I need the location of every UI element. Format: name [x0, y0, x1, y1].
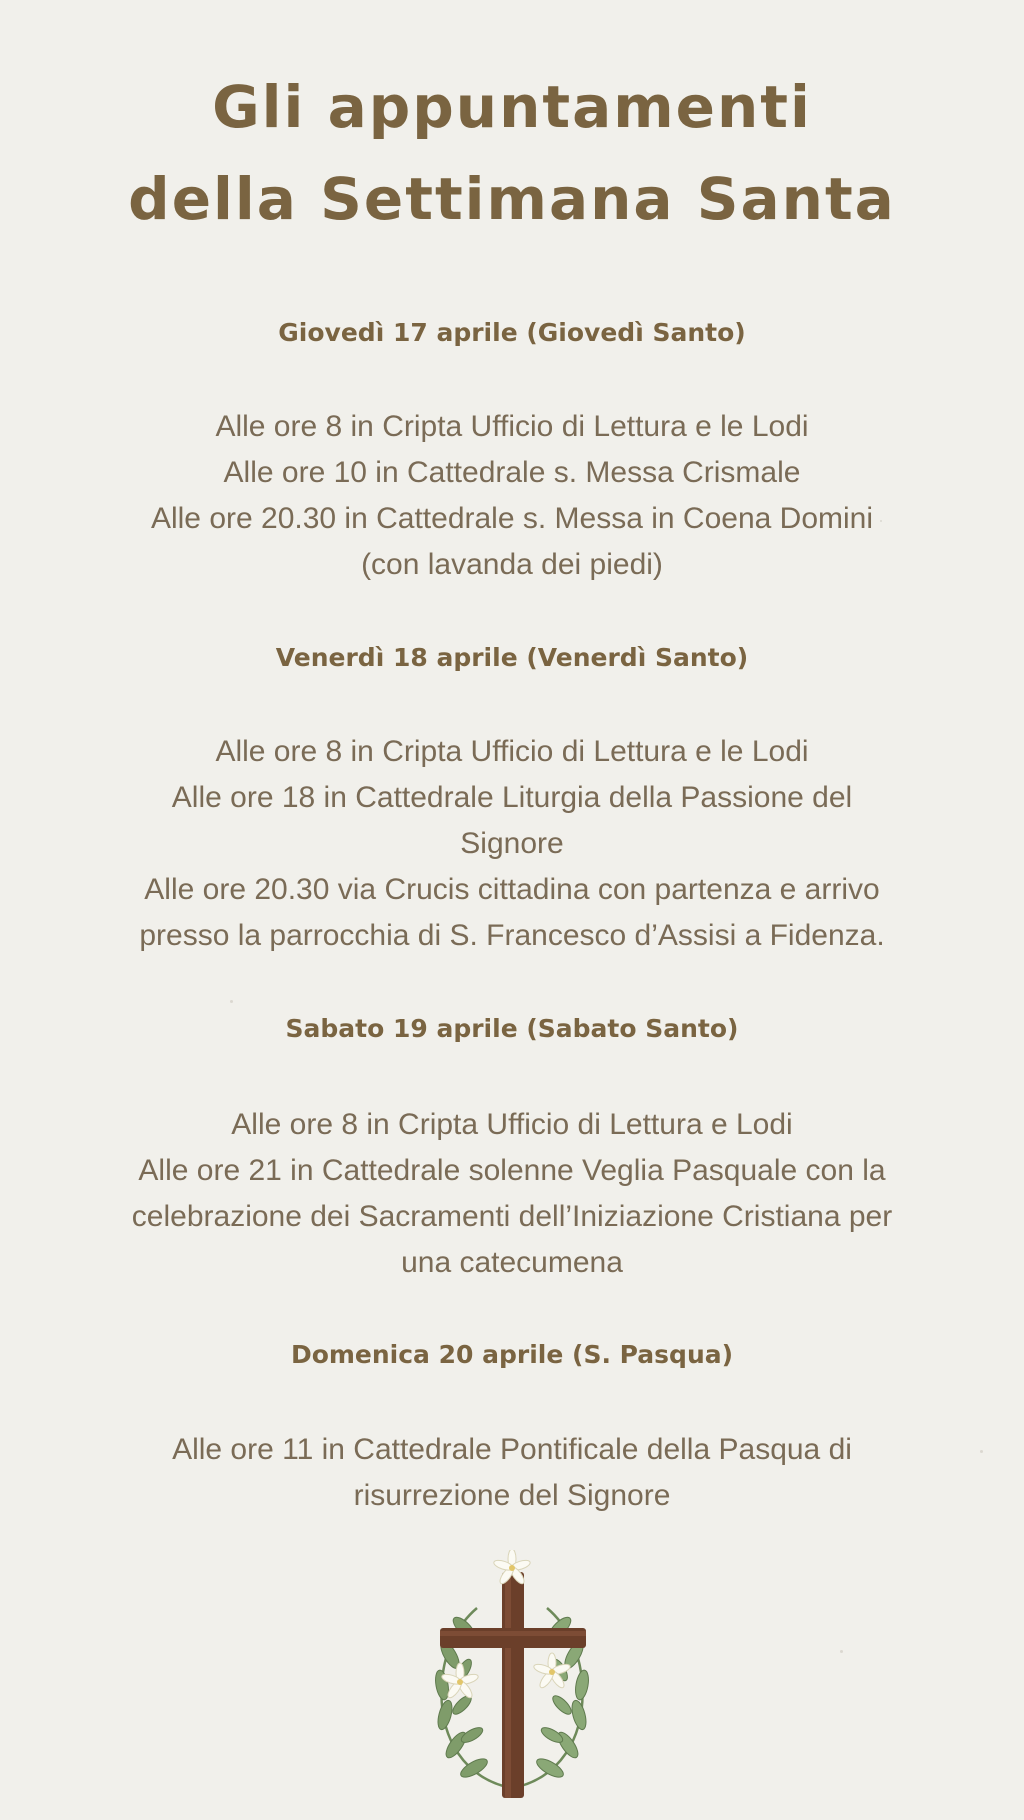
page-title-line-1: Gli appuntamenti	[212, 73, 812, 141]
schedule-line: presso la parrocchia di S. Francesco d’Assisi a Fidenza.	[139, 919, 885, 952]
paper-texture-speck	[980, 1450, 983, 1453]
paper-texture-speck	[230, 1000, 233, 1003]
schedule-line: Alle ore 20.30 in Cattedrale s. Messa in Coena Domini	[150, 502, 874, 535]
page-title	[0, 73, 1024, 233]
schedule-line: (con lavanda dei piedi)	[361, 548, 663, 581]
schedule-line: Alle ore 18 in Cattedrale Liturgia della Passione del	[171, 781, 853, 814]
section-heading-sabato: Sabato 19 aprile (Sabato Santo)	[285, 1014, 739, 1043]
schedule-line: celebrazione dei Sacramenti dell’Iniziazione Cristiana per	[131, 1200, 893, 1233]
section-heading-venerdi: Venerdì 18 aprile (Venerdì Santo)	[275, 643, 749, 672]
schedule-line: Alle ore 11 in Cattedrale Pontificale della Pasqua di	[172, 1433, 852, 1466]
schedule-line: risurrezione del Signore	[353, 1479, 671, 1512]
page-title-line-2: della Settimana Santa	[128, 165, 896, 233]
schedule-line: Alle ore 20.30 via Crucis cittadina con partenza e arrivo	[144, 873, 880, 906]
section-heading-giovedi: Giovedì 17 aprile (Giovedì Santo)	[278, 318, 746, 347]
schedule-line: Alle ore 21 in Cattedrale solenne Veglia Pasquale con la	[138, 1154, 886, 1187]
section-heading-domenica: Domenica 20 aprile (S. Pasqua)	[290, 1340, 734, 1369]
paper-texture-speck	[840, 1650, 843, 1653]
schedule-line: una catecumena	[401, 1246, 623, 1279]
schedule-line: Signore	[460, 827, 564, 860]
schedule-line: Alle ore 8 in Cripta Ufficio di Lettura e le Lodi	[215, 410, 809, 443]
schedule-line: Alle ore 8 in Cripta Ufficio di Lettura e Lodi	[231, 1108, 793, 1141]
schedule-line: Alle ore 8 in Cripta Ufficio di Lettura e le Lodi	[215, 735, 809, 768]
schedule-line: Alle ore 10 in Cattedrale s. Messa Crismale	[223, 456, 801, 489]
cross-with-lilies-and-olive-wreath-icon	[412, 1550, 612, 1805]
